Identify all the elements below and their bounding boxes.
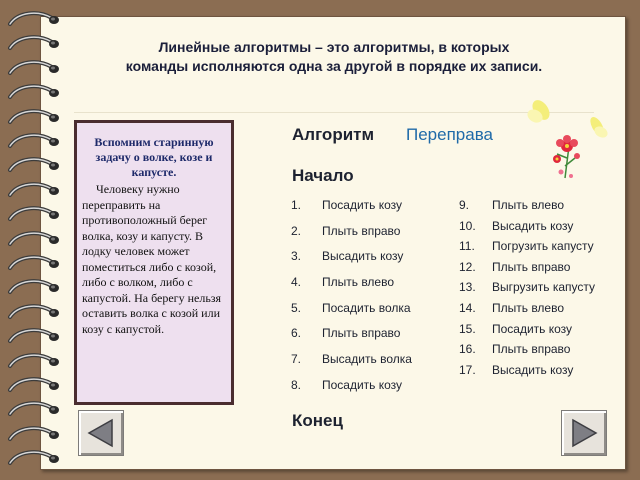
step-command: Посадить волка: [322, 300, 411, 315]
spiral-ring-icon: [4, 156, 62, 176]
step-item: [291, 224, 451, 250]
step-number: 14.: [459, 300, 476, 315]
triangle-left-icon: [79, 411, 123, 455]
step-item: [459, 301, 609, 322]
step-item: [459, 239, 609, 260]
step-number: 1.: [291, 198, 302, 212]
algorithm-name: Переправа: [406, 125, 493, 144]
spiral-ring-icon: [4, 59, 62, 79]
step-number: 17.: [459, 362, 476, 377]
step-number: 8.: [291, 377, 302, 392]
spiral-ring-icon: [4, 327, 62, 347]
step-number: 9.: [459, 198, 470, 212]
step-command: Посадить козу: [322, 198, 403, 212]
step-item: [459, 219, 609, 240]
step-item: [291, 378, 451, 404]
step-item: [459, 280, 609, 301]
step-item: [459, 260, 609, 281]
step-command: Выгрузить капусту: [492, 280, 596, 295]
step-command: Высадить волка: [322, 352, 412, 367]
step-command: Плыть вправо: [492, 259, 571, 274]
spiral-ring-icon: [4, 400, 62, 420]
step-number: 11.: [459, 239, 475, 254]
spiral-ring-icon: [4, 278, 62, 298]
step-number: 6.: [291, 326, 302, 341]
step-command: Посадить козу: [492, 321, 573, 336]
definition-line-1: Линейные алгоритмы – это алгоритмы, в которых: [158, 39, 510, 55]
step-item: [291, 275, 451, 301]
triangle-right-icon: [562, 411, 606, 455]
step-number: 2.: [291, 223, 302, 238]
step-command: Высадить козу: [492, 362, 574, 377]
step-number: 3.: [291, 249, 302, 264]
spiral-ring-icon: [4, 230, 62, 250]
step-number: 7.: [291, 352, 302, 367]
step-number: 4.: [291, 275, 302, 290]
step-number: 15.: [459, 321, 476, 336]
previous-slide-button[interactable]: [78, 410, 124, 456]
step-command: Высадить козу: [492, 218, 574, 233]
task-note-body: Человеку нужно переправить на противоположный берег волка, козу и капусту. В лодку человек может поместиться либо с козой, либо с волком, либо с капустой. На берегу нельзя оставить волка с козой или козу с капустой.: [82, 182, 222, 336]
spiral-ring-icon: [4, 108, 62, 128]
step-command: Посадить козу: [322, 377, 403, 392]
spiral-ring-icon: [4, 303, 62, 323]
step-command: Плыть вправо: [322, 326, 401, 341]
step-item: [459, 342, 609, 363]
step-item: [291, 249, 451, 275]
step-number: 10.: [459, 218, 476, 233]
definition-text: [74, 38, 594, 76]
spiral-ring-icon: [4, 352, 62, 372]
step-number: 5.: [291, 300, 302, 315]
step-command: Плыть влево: [322, 275, 395, 290]
step-command: Плыть влево: [492, 198, 565, 212]
spiral-ring-icon: [4, 449, 62, 469]
step-number: 16.: [459, 342, 476, 357]
step-item: [459, 322, 609, 343]
step-command: Плыть влево: [492, 300, 565, 315]
step-number: 12.: [459, 259, 476, 274]
step-item: [459, 363, 609, 384]
spiral-ring-icon: [4, 376, 62, 396]
step-item: [291, 352, 451, 378]
spiral-ring-icon: [4, 181, 62, 201]
spiral-ring-icon: [4, 254, 62, 274]
slide-header: [74, 20, 594, 113]
flower-icon: [527, 96, 609, 192]
spiral-ring-icon: [4, 132, 62, 152]
step-list-left: [291, 198, 451, 404]
step-item: [291, 198, 451, 224]
algorithm-end: Конец: [292, 411, 343, 430]
spiral-ring-icon: [4, 425, 62, 445]
step-item: [291, 326, 451, 352]
definition-line-2: команды исполняются одна за другой в порядке их записи.: [125, 58, 543, 74]
task-note-heading: Вспомним старинную задачу о волке, козе и капусте.: [94, 135, 214, 179]
step-list-right: [459, 198, 609, 383]
step-command: Погрузить капусту: [492, 239, 594, 254]
step-command: Плыть вправо: [322, 223, 401, 238]
spiral-ring-icon: [4, 205, 62, 225]
step-command: Плыть вправо: [492, 342, 571, 357]
spiral-ring-icon: [4, 83, 62, 103]
algorithm-label: Алгоритм: [292, 125, 375, 144]
step-item: [459, 198, 609, 219]
spiral-ring-icon: [4, 34, 62, 54]
step-item: [291, 301, 451, 327]
spiral-ring-icon: [4, 10, 62, 30]
step-number: 13.: [459, 280, 476, 295]
task-note-box: [74, 120, 234, 405]
next-slide-button[interactable]: [561, 410, 607, 456]
step-command: Высадить козу: [322, 249, 404, 264]
algorithm-start: Начало: [292, 166, 354, 185]
